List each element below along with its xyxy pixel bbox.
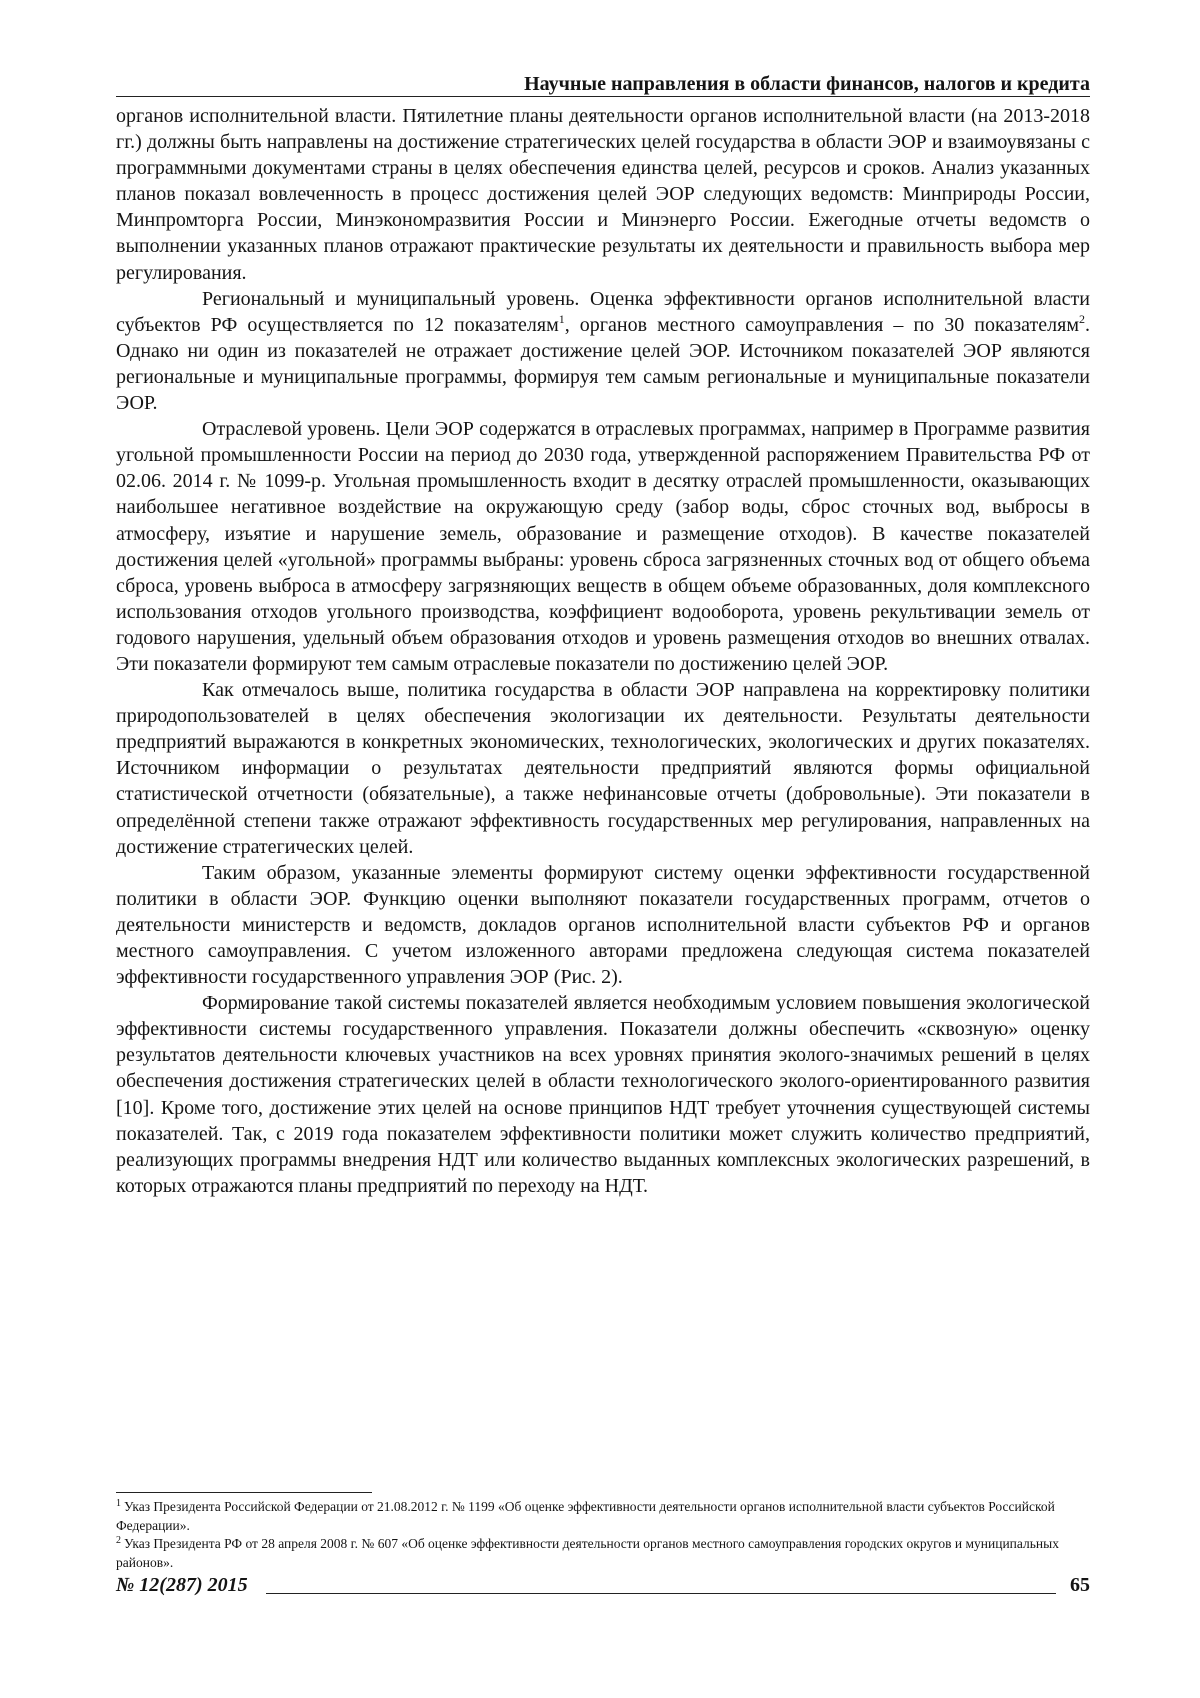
paragraph-5: Таким образом, указанные элементы формируют систему оценки эффективности государственной политики в области ЭОР. Функцию оценки выполняют показатели государственных программ, отчетов о деятельности министерств и ведомств, докладов органов исполнительной власти субъектов РФ и органов местного самоуправления. С учетом изложенного авторами предложена следующая система показателей эффективности государственного управления ЭОР (Рис. 2).: [116, 861, 1090, 989]
footnote-1-text: Указ Президента Российской Федерации от 21.08.2012 г. № 1199 «Об оценке эффективности деятельности органов исполнительной власти субъектов Российской Федерации».: [116, 1499, 1055, 1533]
footnote-2-text: Указ Президента РФ от 28 апреля 2008 г. № 607 «Об оценке эффективности деятельности органов местного самоуправления городских округов и муниципальных районов».: [116, 1536, 1059, 1570]
paragraph-2: [116, 286, 1090, 416]
paragraph-2-part-3: . Однако ни один из показателей не отражает достижение целей ЭОР. Источником показателей ЭОР являются региональные и муниципальные программы, формируя тем самым региональные и муниципальные показатели ЭОР.: [116, 313, 1090, 415]
footnote-ref-2[interactable]: 2: [1079, 311, 1085, 326]
footnotes: [116, 1498, 1090, 1572]
footnote-2: [116, 1535, 1090, 1572]
footnote-1-number: 1: [116, 1498, 121, 1509]
footnote-2-number: 2: [116, 1535, 121, 1546]
footer-rule: [266, 1593, 1056, 1594]
paragraph-4: Как отмечалось выше, политика государства в области ЭОР направлена на корректировку политики природопользователей в целях обеспечения экологизации их деятельности. Результаты деятельности предприятий выражаются в конкретных экономических, технологических, экологических и других показателях. Источником информации о результатах деятельности предприятий являются формы официальной статистической отчетности (обязательные), а также нефинансовые отчеты (добровольные). Эти показатели в определённой степени также отражают эффективность государственных мер регулирования, направленных на достижение стратегических целей.: [116, 679, 1090, 858]
footnote-separator: [116, 1492, 372, 1493]
running-header-title: Научные направления в области финансов, налогов и кредита: [524, 73, 1090, 95]
paragraph-1: органов исполнительной власти. Пятилетние планы деятельности органов исполнительной власти (на 2013-2018 гг.) должны быть направлены на достижение стратегических целей государства в области ЭОР и взаимоувязаны с программными документами страны в целях обеспечения единства целей, ресурсов и сроков. Анализ указанных планов показал вовлеченность в процесс достижения целей ЭОР следующих ведомств: Минприроды России, Минпромторга России, Минэкономразвития России и Минэнерго России. Ежегодные отчеты ведомств о выполнении указанных планов отражают практические результаты их деятельности и правильность выбора мер регулирования.: [116, 105, 1090, 284]
paragraph-6: Формирование такой системы показателей является необходимым условием повышения экологической эффективности системы государственного управления. Показатели должны обеспечить «сквозную» оценку результатов деятельности ключевых участников на всех уровнях принятия эколого-значимых решений в целях обеспечения достижения стратегических целей в области технологического эколого-ориентированного развития [10]. Кроме того, достижение этих целей на основе принципов НДТ требует уточнения существующей системы показателей. Так, с 2019 года показателем эффективности политики может служить количество предприятий, реализующих программы внедрения НДТ или количество выданных комплексных экологических разрешений, в которых отражаются планы предприятий по переходу на НДТ.: [116, 992, 1090, 1197]
journal-issue: № 12(287) 2015: [116, 1574, 248, 1596]
paragraph-2-part-1: Региональный и муниципальный уровень. Оценка эффективности органов исполнительной власти субъектов РФ осуществляется по 12 показателям: [116, 287, 1090, 336]
page-number: 65: [1070, 1574, 1090, 1596]
footnote-ref-1[interactable]: 1: [558, 311, 565, 326]
header-rule: [116, 96, 1090, 97]
article-body: [116, 103, 1090, 1199]
footnote-1: [116, 1498, 1090, 1535]
paragraph-3: Отраслевой уровень. Цели ЭОР содержатся в отраслевых программах, например в Программе развития угольной промышленности России на период до 2030 года, утвержденной распоряжением Правительства РФ от 02.06. 2014 г. № 1099-р. Угольная промышленность входит в десятку отраслей промышленности, оказывающих наибольшее негативное воздействие на окружающую среду (забор воды, сброс сточных вод, выбросы в атмосферу, изъятие и нарушение земель, образование и размещение отходов). В качестве показателей достижения целей «угольной» программы выбраны: уровень сброса загрязненных сточных вод от общего объема сброса, уровень выброса в атмосферу загрязняющих веществ в общем объеме образованных, доля комплексного использования отходов угольного производства, коэффициент водооборота, уровень рекультивации земель от годового нарушения, удельный объем образования отходов и уровень размещения отходов во внешних отвалах. Эти показатели формируют тем самым отраслевые показатели по достижению целей ЭОР.: [116, 418, 1090, 675]
paragraph-2-part-2: , органов местного самоуправления – по 30 показателям: [564, 313, 1079, 336]
